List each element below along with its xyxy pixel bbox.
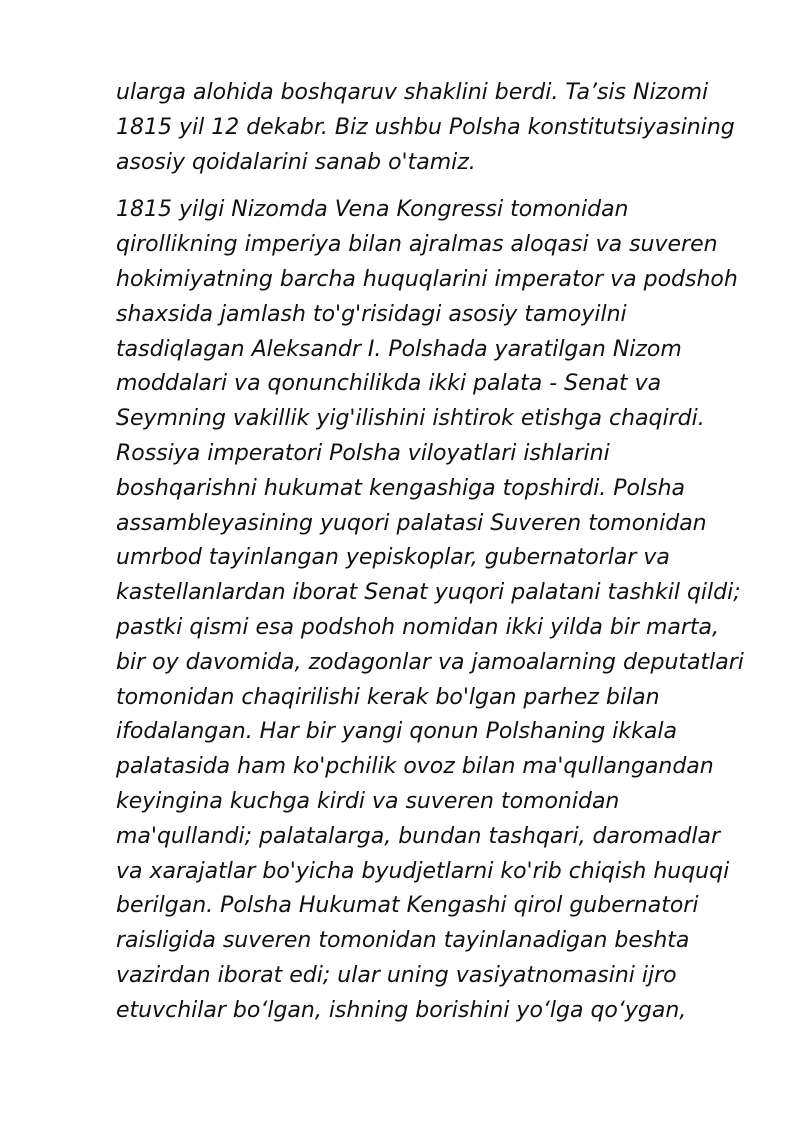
text-line: Rossiya imperatori Polsha viloyatlari ishlarini (116, 440, 610, 466)
paragraph-1 (116, 76, 746, 180)
text-line: assambleyasining yuqori palatasi Suveren tomonidan (116, 510, 707, 536)
text-line: bir oy davomida, zodagonlar va jamoalarning deputatlari (116, 649, 744, 675)
text-line: berilgan. Polsha Hukumat Kengashi qirol gubernatori (116, 893, 699, 919)
text-line: qirollikning imperiya bilan ajralmas aloqasi va suveren (116, 232, 718, 258)
text-line: etuvchilar bo‘lgan, ishning borishini yo‘lga qo‘ygan, (116, 997, 687, 1023)
paragraph-2 (116, 193, 746, 1028)
text-line: va xarajatlar bo'yicha byudjetlarni ko'rib chiqish huquqi (116, 858, 730, 884)
text-line: ifodalangan. Har bir yangi qonun Polshaning ikkala (116, 719, 677, 745)
text-line: 1815 yil 12 dekabr. Biz ushbu Polsha konstitutsiyasining (116, 114, 735, 140)
text-line: asosiy qoidalarini sanab o'tamiz. (116, 149, 476, 175)
text-line: raisligida suveren tomonidan tayinlanadigan beshta (116, 928, 690, 954)
text-line: palatasida ham ko'pchilik ovoz bilan ma'qullangandan (116, 754, 714, 780)
document-body (116, 76, 746, 1029)
text-line: shaxsida jamlash to'g'risidagi asosiy tamoyilni (116, 301, 627, 327)
text-line: keyingina kuchga kirdi va suveren tomonidan (116, 788, 620, 814)
text-line: umrbod tayinlangan yepiskoplar, gubernatorlar va (116, 545, 670, 571)
text-line: tomonidan chaqirilishi kerak bo'lgan parhez bilan (116, 684, 660, 710)
text-line: ularga alohida boshqaruv shaklini berdi. Ta’sis Nizomi (116, 80, 709, 105)
text-line: vazirdan iborat edi; ular uning vasiyatnomasini ijro (116, 962, 677, 988)
text-line: kastellanlardan iborat Senat yuqori palatani tashkil qildi; (116, 580, 741, 606)
text-line: pastki qismi esa podshoh nomidan ikki yilda bir marta, (116, 614, 720, 640)
text-line: 1815 yilgi Nizomda Vena Kongressi tomonidan (116, 197, 629, 223)
text-line: tasdiqlagan Aleksandr I. Polshada yaratilgan Nizom (116, 336, 682, 362)
text-line: hokimiyatning barcha huquqlarini imperator va podshoh (116, 266, 738, 292)
text-line: ma'qullandi; palatalarga, bundan tashqari, daromadlar (116, 823, 721, 849)
text-line: moddalari va qonunchilikda ikki palata - Senat va (116, 371, 662, 397)
text-line: boshqarishni hukumat kengashiga topshirdi. Polsha (116, 475, 686, 501)
text-line: Seymning vakillik yig'ilishini ishtirok etishga chaqirdi. (116, 406, 705, 432)
